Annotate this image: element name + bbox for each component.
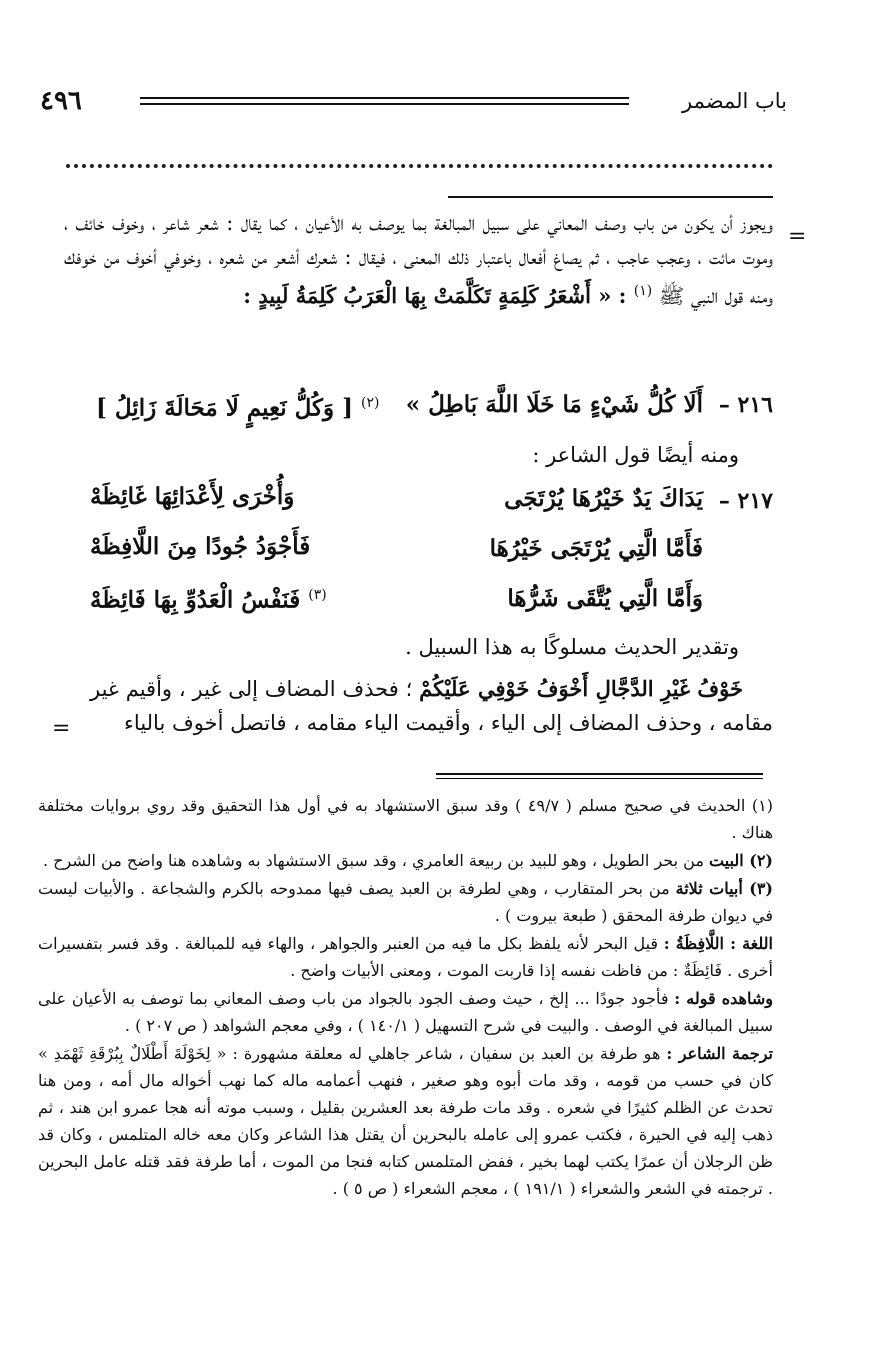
footnote-evidence <box>38 985 773 1039</box>
footnote-evidence-text: فأجود جودًا ... إلخ ، حيث وصف الجود بالجواد من باب وصف المعاني بما توصف به الأعيان على سبيل المبالغة في الوصف . والبيت في شرح التسهيل ( ١٤٠/١ ) ، وفي معجم الشواهد ( ص ٢٠٧ ) . <box>38 989 773 1035</box>
verse-217-line-2-left: فَأَجْوَدُ جُودًا مِنَ اللَّافِظَهْ <box>90 533 311 560</box>
verse-217-line-1-left: وَأُخْرَى لِأَعْدَائِهَا غَائِظَهْ <box>90 483 295 510</box>
verse-217-line-2-right: فَأَمَّا الَّتِي يُرْتَجَى خَيْرُهَا <box>489 535 703 562</box>
footnote-3 <box>38 875 773 929</box>
verse-217-line-1-right: يَدَاكَ يَدٌ خَيْرُهَا يُرْتَجَى <box>504 485 703 512</box>
footnote-1-text: (١) الحديث في صحيح مسلم ( ٤٩/٧ ) وقد سبق الاستشهاد به في أول هذا التحقيق وقد روي بروايات مختلفة هناك . <box>38 796 773 842</box>
header-double-rule <box>140 97 629 105</box>
verse-217-intro: ومنه أيضًا قول الشاعر : <box>532 443 739 467</box>
paragraph-1 <box>64 206 773 313</box>
footnote-lexicon-text: قيل البحر لأنه يلفظ بكل ما فيه من العنبر والجواهر ، والهاء فيه للمبالغة . وقد فسر بتفسيرات أخرى . فَائِظَةٌ : من فاظت نفسه إذا قاربت الموت ، ومعنى الأبيات واضح . <box>38 934 773 980</box>
footnote-3-label: (٣) أبيات ثلاثة <box>675 879 773 898</box>
footnote-2-label: (٢) البيت <box>709 851 773 870</box>
footnote-lexicon-label: اللغة : اللَّافِظَةُ : <box>663 934 774 953</box>
main-text <box>64 206 773 313</box>
footnote-biography <box>38 1040 773 1202</box>
hadith-quote-1: : « أَشْعَرُ كَلِمَةٍ تَكَلَّمَتْ بِهَا الْعَرَبُ كَلِمَةُ لَبِيدٍ : <box>243 283 634 308</box>
footnote-biography-label: ترجمة الشاعر : <box>666 1044 774 1063</box>
hadith-quote-2: خَوْفُ غَيْرِ الدَّجَّالِ أَخْوَفُ خَوْفِي عَلَيْكُمْ <box>419 676 744 701</box>
paragraph-1-text: ويجوز أن يكون من باب وصف المعاني على سبيل المبالغة بما يوصف به الأعيان ، كما يقال : شعر شاعر ، وخوف خائف ، وموت مائت ، وعجب عاجب ، ثم يصاغ أفعال باعتبار ذلك المعنى ، فيقال : شعرك أشعر من شعره ، وخوفي أخوف من خوفك ومنه قول النبي ﷺ <box>64 211 773 308</box>
footnotes-separator <box>436 773 763 779</box>
verse-216-number: ٢١٦ – <box>718 392 773 418</box>
verse-216-hemistich-2-text: [ وَكُلُّ نَعِيمٍ لَا مَحَالَةَ زَائِلُ ] <box>96 394 353 422</box>
continuation-mark-top: = <box>788 224 807 249</box>
text-top-rule <box>448 196 773 198</box>
page-header <box>40 86 787 116</box>
footnote-2-text: من بحر الطويل ، وهو للبيد بن ربيعة العامري ، وقد سبق الاستشهاد به وشاهده هنا واضح من الشرح . <box>43 851 709 870</box>
footnote-evidence-label: وشاهده قوله : <box>674 989 774 1008</box>
paragraph-3 <box>90 672 773 740</box>
footnote-ref-1: (١) <box>633 283 653 299</box>
footnote-ref-3: (٣) <box>308 587 327 603</box>
paragraph-3-text: ؛ فحذف المضاف إلى غير ، وأقيم غير مقامه ، وحذف المضاف إلى الياء ، وأقيمت الياء مقامه ، فاتصل أخوف بالياء <box>90 677 773 735</box>
verse-216-hemistich-1: أَلَا كُلُّ شَيْءٍ مَا خَلَا اللَّهَ بَاطِلُ » <box>405 391 703 418</box>
footnote-ref-2: (٢) <box>361 395 380 411</box>
verse-216-hemistich-2 <box>96 388 379 424</box>
verse-217-line-3-left-text: فَنَفْسُ الْعَدُوِّ بِهَا فَائِظَهْ <box>90 586 301 614</box>
footnote-1 <box>38 792 773 846</box>
paragraph-2: وتقدير الحديث مسلوكًا به هذا السبيل . <box>405 635 739 659</box>
verse-217-line-3-right: وَأَمَّا الَّتِي يُتَّقَى شَرُّهَا <box>507 585 703 612</box>
footnote-lexicon <box>38 930 773 984</box>
verse-217-line-3-left <box>90 580 327 616</box>
verse-217-number: ٢١٧ – <box>718 488 773 514</box>
footnotes <box>38 792 773 1203</box>
page-number: ٤٩٦ <box>40 86 82 116</box>
footnote-biography-text: هو طرفة بن العبد بن سفيان ، شاعر جاهلي له معلقة مشهورة : « لِخَوْلَةَ أَطْلَالٌ بِبُرْقَةِ ثَهْمَدِ » كان في حسب من قومه ، وقد مات أبوه وهو صغير ، فنهب أعمامه ماله كما نهب أخواله مال أمه ، ومن هنا تحدث عن الظلم كثيرًا في شعره . وقد مات طرفة بعد العشرين بقليل ، وسبب موته أنه هجا عمرو ابن هند ، ثم ذهب إليه في الحيرة ، فكتب عمرو إلى عامله بالبحرين أن يقتل هذا الشاعر وكان معه خاله المتلمس ، وكان قد ظن الرجلان أن عمرًا يكتب لهما بخير ، ففض المتلمس كتابه فنجا من الموت ، أما طرفة فقد قتله عامل البحرين . ترجمته في الشعر والشعراء ( ١٩١/١ ) ، معجم الشعراء ( ص ٥ ) . <box>38 1044 773 1198</box>
chapter-title: باب المضمر <box>682 89 787 113</box>
footnote-3-text: من بحر المتقارب ، وهي لطرفة بن العبد يصف فيها ممدوحه بالكرم والشجاعة . والأبيات ليست في ديوان طرفة المحقق ( طبعة بيروت ) . <box>38 879 773 925</box>
footnote-2 <box>38 847 773 874</box>
continuation-mark-bottom: = <box>52 716 71 741</box>
dotted-separator <box>66 160 773 168</box>
